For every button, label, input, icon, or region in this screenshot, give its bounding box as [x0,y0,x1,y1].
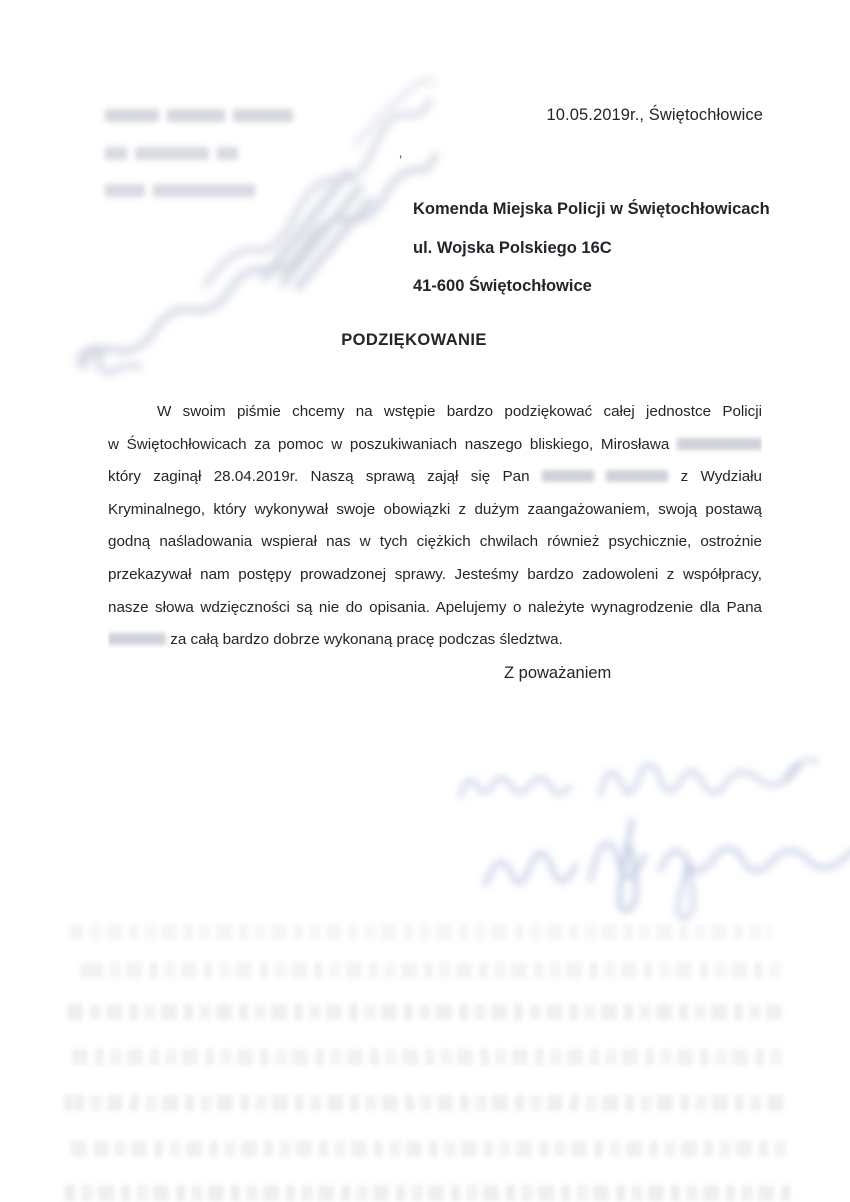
redacted-surname-blur [677,438,762,450]
bleed-through-row [75,962,781,978]
body-line [108,461,762,494]
date-place-line: 10.05.2019r., Świętochłowice [546,106,763,124]
redacted-last-name-blur [606,470,668,482]
recipient-block [413,197,770,313]
recipient-city: 41-600 Świętochłowice [413,277,592,295]
bleed-through-row [62,1095,788,1111]
recipient-name: Komenda Miejska Policji w Świętochłowicach [413,200,770,218]
letter-title: PODZIĘKOWANIE [341,331,487,349]
body-line: godną naśladowania wspierał nas w tych ciężkich chwilach również psychicznie, ostrożnie [108,533,762,551]
body-line [108,429,762,462]
closing-salutation: Z poważaniem [504,664,612,682]
body-text: z Wydziału [680,468,762,486]
body-line: przekazywał nam postępy prowadzonej sprawy. Jesteśmy bardzo zadowoleni z współpracy, [108,565,762,583]
body-text: który zaginął 28.04.2019r. Naszą sprawą zajął się Pan [108,468,530,486]
body-text: w Świętochłowicach za pomoc w poszukiwaniach naszego bliskiego, Mirosława [108,435,670,453]
body-text: za całą bardzo dobrze wykonaną pracę podczas śledztwa. [170,631,563,649]
bleed-through-row [70,924,770,940]
bleed-through-row [66,1141,786,1157]
letter-body [108,396,762,657]
body-line: W swoim piśmie chcemy na wstępie bardzo podziękować całej jednostce Policji [157,403,762,420]
redacted-name-blur [108,633,166,645]
handwritten-scribble [55,55,455,375]
body-line [108,624,762,657]
redacted-first-name-blur [542,470,594,482]
bleed-through-row [65,1004,787,1020]
bleed-through-row [68,1049,783,1065]
recipient-street: ul. Wojska Polskiego 16C [413,238,612,257]
body-line: Kryminalnego, który wykonywał swoje obowiązki z dużym zaangażowaniem, swoją postawą [108,500,762,518]
stray-pen-mark: ’ [399,152,403,168]
signature-handwriting [430,735,850,925]
body-line: nasze słowa wdzięczności są nie do opisania. Apelujemy o należyte wynagrodzenie dla Pana [108,598,762,616]
bleed-through-row [60,1185,792,1201]
